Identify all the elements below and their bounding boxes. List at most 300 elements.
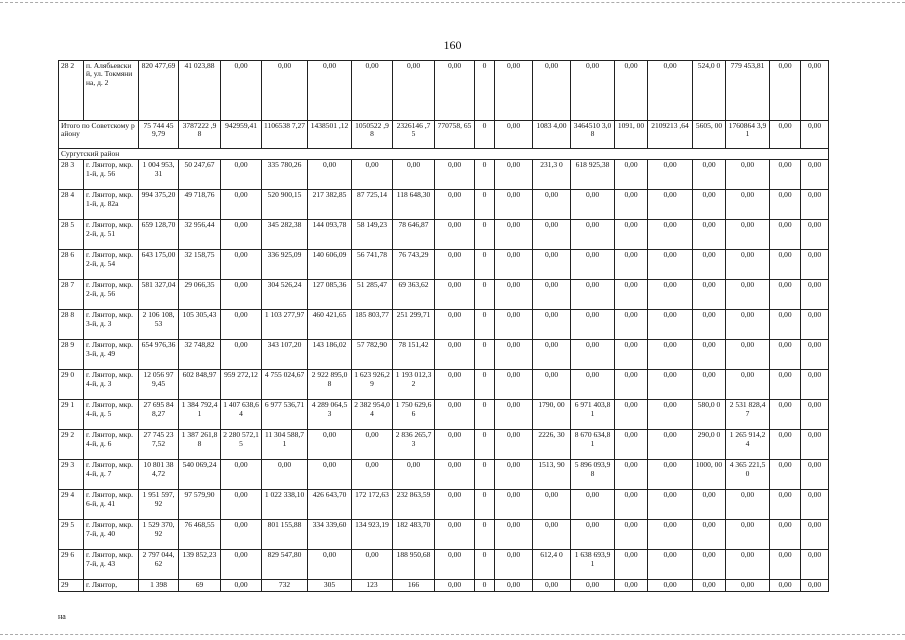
value-cell: 0,00 <box>726 160 770 190</box>
value-cell: 29 066,35 <box>179 280 221 310</box>
value-cell: 0,00 <box>262 61 308 121</box>
value-cell: 1 407 638,64 <box>221 400 262 430</box>
value-cell: 0 <box>475 160 495 190</box>
row-number: 28 4 <box>59 190 84 220</box>
table-body <box>59 61 829 592</box>
value-cell: 0,00 <box>801 220 829 250</box>
value-cell: 127 085,36 <box>308 280 352 310</box>
address-cell: г. Лянтор, мкр. 1-й, д. 82а <box>84 190 139 220</box>
value-cell: 57 782,90 <box>352 340 393 370</box>
value-cell: 0,00 <box>393 61 435 121</box>
value-cell: 0,00 <box>648 190 693 220</box>
value-cell: 0,00 <box>648 340 693 370</box>
value-cell: 0,00 <box>262 460 308 490</box>
value-cell: 0,00 <box>495 580 533 591</box>
value-cell: 139 852,23 <box>179 550 221 580</box>
value-cell: 0,00 <box>308 61 352 121</box>
value-cell: 0,00 <box>648 580 693 591</box>
value-cell: 2 106 108,53 <box>139 310 179 340</box>
value-cell: 0,00 <box>615 340 648 370</box>
table-row <box>59 550 829 580</box>
value-cell: 0,00 <box>770 460 801 490</box>
row-number: 29 6 <box>59 550 84 580</box>
value-cell: 0,00 <box>495 550 533 580</box>
value-cell: 0 <box>475 340 495 370</box>
value-cell: 0,00 <box>435 160 475 190</box>
value-cell: 0,00 <box>495 250 533 280</box>
address-cell: г. Лянтор, мкр. 4-й, д. 3 <box>84 370 139 400</box>
value-cell: 426 643,70 <box>308 490 352 520</box>
address-cell: г. Лянтор, мкр. 2-й, д. 54 <box>84 250 139 280</box>
table-row <box>59 280 829 310</box>
value-cell: 0,00 <box>393 160 435 190</box>
value-cell: 0,00 <box>770 490 801 520</box>
row-number: 28 3 <box>59 160 84 190</box>
table-row <box>59 520 829 550</box>
value-cell: 140 606,09 <box>308 250 352 280</box>
value-cell: 0,00 <box>801 160 829 190</box>
value-cell: 0,00 <box>726 370 770 400</box>
value-cell: 0,00 <box>801 310 829 340</box>
value-cell: 0,00 <box>221 520 262 550</box>
value-cell: 0,00 <box>770 160 801 190</box>
value-cell: 0,00 <box>615 370 648 400</box>
value-cell: 0 <box>475 280 495 310</box>
value-cell: 4 755 024,67 <box>262 370 308 400</box>
value-cell: 1050522 ,98 <box>352 121 393 149</box>
value-cell: 3464510 3,08 <box>571 121 615 149</box>
value-cell: 0,00 <box>615 280 648 310</box>
value-cell: 2326146 ,75 <box>393 121 435 149</box>
value-cell: 659 128,70 <box>139 220 179 250</box>
value-cell: 0,00 <box>435 370 475 400</box>
value-cell: 0,00 <box>726 190 770 220</box>
address-cell: г. Лянтор, мкр. 7-й, д. 40 <box>84 520 139 550</box>
value-cell: 0,00 <box>495 460 533 490</box>
address-cell: г. Лянтор, мкр. 4-й, д. 7 <box>84 460 139 490</box>
value-cell: 0,00 <box>221 190 262 220</box>
table-row <box>59 460 829 490</box>
value-cell: 1 387 261,88 <box>179 430 221 460</box>
table-row <box>59 340 829 370</box>
value-cell: 58 149,23 <box>352 220 393 250</box>
value-cell: 172 172,63 <box>352 490 393 520</box>
value-cell: 520 900,15 <box>262 190 308 220</box>
value-cell: 4 365 221,50 <box>726 460 770 490</box>
value-cell: 612,4 0 <box>533 550 571 580</box>
value-cell: 0,00 <box>495 520 533 550</box>
value-cell: 0,00 <box>693 220 726 250</box>
table-row <box>59 310 829 340</box>
value-cell: 0,00 <box>221 310 262 340</box>
scan-bottom-edge <box>0 634 905 636</box>
value-cell: 0 <box>475 430 495 460</box>
value-cell: 0,00 <box>615 220 648 250</box>
value-cell: 0,00 <box>648 250 693 280</box>
value-cell: 49 718,76 <box>179 190 221 220</box>
value-cell: 0,00 <box>648 160 693 190</box>
value-cell: 581 327,04 <box>139 280 179 310</box>
value-cell: 0,00 <box>533 190 571 220</box>
value-cell: 1 004 953,31 <box>139 160 179 190</box>
value-cell: 0,00 <box>801 190 829 220</box>
value-cell: 0,00 <box>393 460 435 490</box>
value-cell: 0,00 <box>221 580 262 591</box>
row-number: 29 5 <box>59 520 84 550</box>
value-cell: 0,00 <box>352 430 393 460</box>
value-cell: 76 743,29 <box>393 250 435 280</box>
value-cell: 0,00 <box>770 280 801 310</box>
value-cell: 1 384 792,41 <box>179 400 221 430</box>
value-cell: 1000, 00 <box>693 460 726 490</box>
value-cell: 0,00 <box>571 580 615 591</box>
table-row <box>59 220 829 250</box>
row-number: 29 1 <box>59 400 84 430</box>
value-cell: 0,00 <box>648 61 693 121</box>
value-cell: 0,00 <box>648 310 693 340</box>
value-cell: 0 <box>475 220 495 250</box>
value-cell: 0,00 <box>726 250 770 280</box>
value-cell: 2109213 ,64 <box>648 121 693 149</box>
value-cell: 56 741,78 <box>352 250 393 280</box>
footer-note: на <box>58 612 66 621</box>
table-row <box>59 370 829 400</box>
value-cell: 27 745 237,52 <box>139 430 179 460</box>
value-cell: 32 956,44 <box>179 220 221 250</box>
value-cell: 0,00 <box>648 280 693 310</box>
value-cell: 0 <box>475 580 495 591</box>
value-cell: 0,00 <box>770 220 801 250</box>
value-cell: 0,00 <box>726 550 770 580</box>
value-cell: 0,00 <box>571 370 615 400</box>
value-cell: 0,00 <box>495 370 533 400</box>
value-cell: 2 836 265,73 <box>393 430 435 460</box>
value-cell: 0,00 <box>615 550 648 580</box>
page-number: 160 <box>443 38 462 52</box>
value-cell: 78 151,42 <box>393 340 435 370</box>
value-cell: 0,00 <box>533 340 571 370</box>
value-cell: 1 951 597,92 <box>139 490 179 520</box>
value-cell: 0,00 <box>801 460 829 490</box>
value-cell: 1790, 00 <box>533 400 571 430</box>
value-cell: 0 <box>475 370 495 400</box>
value-cell: 0,00 <box>435 460 475 490</box>
address-cell: г. Лянтор, мкр. 1-й, д. 56 <box>84 160 139 190</box>
value-cell: 1 398 <box>139 580 179 591</box>
address-cell: г. Лянтор, мкр. 3-й, д. 49 <box>84 340 139 370</box>
value-cell: 0 <box>475 61 495 121</box>
value-cell: 6 977 536,71 <box>262 400 308 430</box>
value-cell: 0,00 <box>571 61 615 121</box>
value-cell: 1 103 277,97 <box>262 310 308 340</box>
value-cell: 304 526,24 <box>262 280 308 310</box>
value-cell: 0,00 <box>571 250 615 280</box>
value-cell: 11 304 588,71 <box>262 430 308 460</box>
value-cell: 0 <box>475 190 495 220</box>
value-cell: 6 971 403,81 <box>571 400 615 430</box>
address-cell: г. Лянтор, <box>84 580 139 591</box>
value-cell: 0,00 <box>495 61 533 121</box>
row-number: 29 4 <box>59 490 84 520</box>
address-cell: г. Лянтор, мкр. 2-й, д. 56 <box>84 280 139 310</box>
value-cell: 0,00 <box>801 580 829 591</box>
value-cell: 0,00 <box>571 490 615 520</box>
value-cell: 1 193 012,32 <box>393 370 435 400</box>
value-cell: 87 725,14 <box>352 190 393 220</box>
value-cell: 0,00 <box>221 460 262 490</box>
row-number: 28 9 <box>59 340 84 370</box>
value-cell: 0,00 <box>648 520 693 550</box>
value-cell: 1091, 00 <box>615 121 648 149</box>
value-cell: 0,00 <box>648 430 693 460</box>
value-cell: 0,00 <box>495 280 533 310</box>
value-cell: 0,00 <box>770 370 801 400</box>
value-cell: 166 <box>393 580 435 591</box>
value-cell: 0,00 <box>435 190 475 220</box>
table-row <box>59 160 829 190</box>
value-cell: 0 <box>475 490 495 520</box>
value-cell: 0,00 <box>221 220 262 250</box>
address-cell: п. Алябьевский, ул. Токмянина, д. 2 <box>84 61 139 121</box>
section-row <box>59 149 829 160</box>
value-cell: 290,0 0 <box>693 430 726 460</box>
value-cell: 97 579,90 <box>179 490 221 520</box>
value-cell: 0,00 <box>693 280 726 310</box>
value-cell: 0,00 <box>726 580 770 591</box>
value-cell: 0,00 <box>533 280 571 310</box>
value-cell: 2 797 044,62 <box>139 550 179 580</box>
value-cell: 12 056 979,45 <box>139 370 179 400</box>
row-number: 28 6 <box>59 250 84 280</box>
value-cell: 0,00 <box>435 250 475 280</box>
value-cell: 0,00 <box>495 121 533 149</box>
value-cell: 0,00 <box>615 61 648 121</box>
value-cell: 2 280 572,15 <box>221 430 262 460</box>
value-cell: 0,00 <box>435 580 475 591</box>
row-number: 29 2 <box>59 430 84 460</box>
scan-top-edge <box>0 2 905 4</box>
value-cell: 75 744 459,79 <box>139 121 179 149</box>
value-cell: 0,00 <box>648 460 693 490</box>
value-cell: 0,00 <box>726 310 770 340</box>
value-cell: 0,00 <box>648 220 693 250</box>
table-row <box>59 190 829 220</box>
value-cell: 0,00 <box>435 220 475 250</box>
value-cell: 0,00 <box>571 190 615 220</box>
value-cell: 0,00 <box>221 160 262 190</box>
value-cell: 182 483,70 <box>393 520 435 550</box>
value-cell: 0,00 <box>615 160 648 190</box>
value-cell: 251 299,71 <box>393 310 435 340</box>
value-cell: 0 <box>475 250 495 280</box>
value-cell: 801 155,88 <box>262 520 308 550</box>
section-label: Сургутский район <box>59 149 829 160</box>
value-cell: 231,3 0 <box>533 160 571 190</box>
value-cell: 27 695 848,27 <box>139 400 179 430</box>
value-cell: 770758, 65 <box>435 121 475 149</box>
value-cell: 0,00 <box>221 61 262 121</box>
value-cell: 0,00 <box>615 580 648 591</box>
value-cell: 942959,41 <box>221 121 262 149</box>
value-cell: 0 <box>475 460 495 490</box>
table-row <box>59 61 829 121</box>
value-cell: 1 529 370,92 <box>139 520 179 550</box>
value-cell: 0,00 <box>770 580 801 591</box>
value-cell: 0,00 <box>571 280 615 310</box>
table-row <box>59 400 829 430</box>
total-row <box>59 121 829 149</box>
row-number: 29 <box>59 580 84 591</box>
value-cell: 0,00 <box>352 550 393 580</box>
value-cell: 0,00 <box>435 310 475 340</box>
value-cell: 1106538 7,27 <box>262 121 308 149</box>
value-cell: 0,00 <box>533 250 571 280</box>
value-cell: 580,0 0 <box>693 400 726 430</box>
value-cell: 0,00 <box>221 550 262 580</box>
value-cell: 0,00 <box>801 280 829 310</box>
value-cell: 0,00 <box>726 490 770 520</box>
value-cell: 0 <box>475 400 495 430</box>
value-cell: 188 950,68 <box>393 550 435 580</box>
value-cell: 0,00 <box>495 400 533 430</box>
value-cell: 1 750 629,66 <box>393 400 435 430</box>
value-cell: 144 093,78 <box>308 220 352 250</box>
address-cell: г. Лянтор, мкр. 4-й, д. 5 <box>84 400 139 430</box>
value-cell: 0,00 <box>352 160 393 190</box>
value-cell: 524,0 0 <box>693 61 726 121</box>
value-cell: 32 158,75 <box>179 250 221 280</box>
value-cell: 8 670 634,81 <box>571 430 615 460</box>
value-cell: 78 646,87 <box>393 220 435 250</box>
value-cell: 0,00 <box>693 490 726 520</box>
value-cell: 654 976,36 <box>139 340 179 370</box>
value-cell: 0,00 <box>308 550 352 580</box>
value-cell: 0,00 <box>571 520 615 550</box>
value-cell: 0,00 <box>308 430 352 460</box>
value-cell: 1438501 ,12 <box>308 121 352 149</box>
value-cell: 335 780,26 <box>262 160 308 190</box>
value-cell: 2226, 30 <box>533 430 571 460</box>
value-cell: 0,00 <box>648 550 693 580</box>
value-cell: 0,00 <box>615 430 648 460</box>
value-cell: 460 421,65 <box>308 310 352 340</box>
value-cell: 0,00 <box>801 520 829 550</box>
value-cell: 0,00 <box>693 250 726 280</box>
value-cell: 143 186,02 <box>308 340 352 370</box>
value-cell: 0,00 <box>435 280 475 310</box>
row-number: 28 7 <box>59 280 84 310</box>
value-cell: 0,00 <box>495 340 533 370</box>
value-cell: 0,00 <box>770 121 801 149</box>
value-cell: 0,00 <box>221 280 262 310</box>
value-cell: 0,00 <box>770 250 801 280</box>
value-cell: 643 175,00 <box>139 250 179 280</box>
value-cell: 0,00 <box>648 490 693 520</box>
value-cell: 0,00 <box>308 160 352 190</box>
value-cell: 0,00 <box>435 520 475 550</box>
value-cell: 0,00 <box>615 190 648 220</box>
value-cell: 345 282,38 <box>262 220 308 250</box>
value-cell: 829 547,80 <box>262 550 308 580</box>
value-cell: 0,00 <box>770 190 801 220</box>
value-cell: 0,00 <box>801 430 829 460</box>
value-cell: 0,00 <box>435 550 475 580</box>
value-cell: 0,00 <box>693 310 726 340</box>
table-row <box>59 430 829 460</box>
total-label: Итого по Советскому району <box>59 121 139 149</box>
row-number: 28 5 <box>59 220 84 250</box>
value-cell: 334 339,60 <box>308 520 352 550</box>
value-cell: 0,00 <box>726 220 770 250</box>
value-cell: 540 069,24 <box>179 460 221 490</box>
value-cell: 0,00 <box>495 310 533 340</box>
value-cell: 41 023,88 <box>179 61 221 121</box>
value-cell: 0,00 <box>801 370 829 400</box>
value-cell: 0,00 <box>571 310 615 340</box>
value-cell: 0,00 <box>221 340 262 370</box>
value-cell: 0,00 <box>693 370 726 400</box>
value-cell: 32 748,82 <box>179 340 221 370</box>
address-cell: г. Лянтор, мкр. 3-й, д. 3 <box>84 310 139 340</box>
value-cell: 0,00 <box>221 250 262 280</box>
row-number: 28 2 <box>59 61 84 121</box>
address-cell: г. Лянтор, мкр. 6-й, д. 41 <box>84 490 139 520</box>
value-cell: 0,00 <box>571 340 615 370</box>
row-number: 28 8 <box>59 310 84 340</box>
value-cell: 1 623 926,29 <box>352 370 393 400</box>
value-cell: 0,00 <box>770 550 801 580</box>
value-cell: 0,00 <box>770 310 801 340</box>
value-cell: 2 531 828,47 <box>726 400 770 430</box>
value-cell: 1760864 3,91 <box>726 121 770 149</box>
address-cell: г. Лянтор, мкр. 2-й, д. 51 <box>84 220 139 250</box>
value-cell: 0 <box>475 520 495 550</box>
value-cell: 0,00 <box>308 460 352 490</box>
value-cell: 0,00 <box>615 490 648 520</box>
value-cell: 0,00 <box>726 520 770 550</box>
value-cell: 0,00 <box>648 370 693 400</box>
address-cell: г. Лянтор, мкр. 4-й, д. 6 <box>84 430 139 460</box>
value-cell: 732 <box>262 580 308 591</box>
value-cell: 336 925,09 <box>262 250 308 280</box>
value-cell: 0,00 <box>770 430 801 460</box>
value-cell: 0,00 <box>770 400 801 430</box>
address-cell: г. Лянтор, мкр. 7-й, д. 43 <box>84 550 139 580</box>
value-cell: 2 922 895,08 <box>308 370 352 400</box>
value-cell: 0,00 <box>693 160 726 190</box>
value-cell: 0,00 <box>571 220 615 250</box>
value-cell: 4 289 064,53 <box>308 400 352 430</box>
value-cell: 305 <box>308 580 352 591</box>
value-cell: 820 477,69 <box>139 61 179 121</box>
value-cell: 0,00 <box>693 550 726 580</box>
value-cell: 0,00 <box>533 310 571 340</box>
value-cell: 0,00 <box>801 61 829 121</box>
row-number: 29 0 <box>59 370 84 400</box>
value-cell: 618 925,38 <box>571 160 615 190</box>
value-cell: 0,00 <box>801 121 829 149</box>
value-cell: 0,00 <box>495 490 533 520</box>
value-cell: 0,00 <box>352 61 393 121</box>
value-cell: 50 247,67 <box>179 160 221 190</box>
value-cell: 123 <box>352 580 393 591</box>
value-cell: 0,00 <box>435 61 475 121</box>
value-cell: 0,00 <box>801 550 829 580</box>
value-cell: 0,00 <box>533 580 571 591</box>
value-cell: 76 468,55 <box>179 520 221 550</box>
value-cell: 0,00 <box>435 490 475 520</box>
value-cell: 2 382 954,04 <box>352 400 393 430</box>
